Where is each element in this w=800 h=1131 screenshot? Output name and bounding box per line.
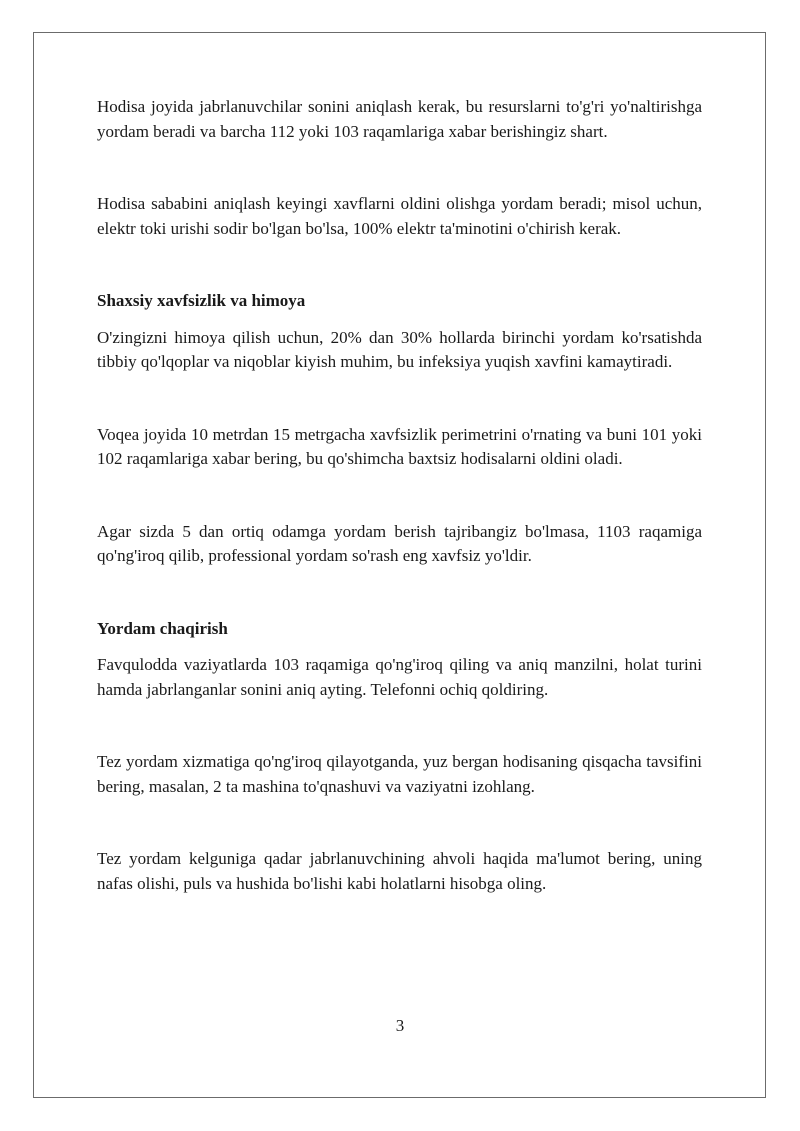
- section-heading: Shaxsiy xavfsizlik va himoya: [97, 291, 306, 310]
- paragraph: Voqea joyida 10 metrdan 15 metrgacha xavfsizlik perimetrini o'rnating va buni 101 yoki 102 raqamlariga xabar bering, bu qo'shimcha baxtsiz hodisalarni oldini oladi.: [97, 424, 702, 468]
- section-heading: Yordam chaqirish: [97, 618, 228, 638]
- page-number: 3: [395, 1016, 405, 1035]
- paragraph: Hodisa joyida jabrlanuvchilar sonini aniqlash kerak, bu resurslarni to'g'ri yo'naltirishga yordam beradi va barcha 112 yoki 103 raqamlariga xabar berishingiz shart.: [97, 97, 702, 141]
- paragraph: Agar sizda 5 dan ortiq odamga yordam berish tajribangiz bo'lmasa, 1103 raqamiga qo'ng'iroq qilib, professional yordam so'rash eng xavfsiz yo'ldir.: [97, 521, 702, 565]
- paragraph: Tez yordam xizmatiga qo'ng'iroq qilayotganda, yuz bergan hodisaning qisqacha tavsifini bering, masalan, 2 ta mashina to'qnashuvi va vaziyatni izohlang.: [97, 752, 702, 796]
- paragraph: O'zingizni himoya qilish uchun, 20% dan 30% hollarda birinchi yordam ko'rsatishda tibbiy qo'lqoplar va niqoblar kiyish muhim, bu infeksiya yuqish xavfini kamaytiradi.: [97, 327, 702, 371]
- paragraph: Tez yordam kelguniga qadar jabrlanuvchining ahvoli haqida ma'lumot bering, uning nafas olishi, puls va hushida bo'lishi kabi holatlarni hisobga oling.: [97, 849, 702, 893]
- paragraph: Hodisa sababini aniqlash keyingi xavflarni oldini olishga yordam beradi; misol uchun, elektr toki urishi sodir bo'lgan bo'lsa, 100% elektr ta'minotini o'chirish kerak.: [97, 194, 702, 238]
- document-body: [97, 95, 702, 896]
- paragraph: Favqulodda vaziyatlarda 103 raqamiga qo'ng'iroq qiling va aniq manzilni, holat turini hamda jabrlanganlar sonini aniq ayting. Telefonni ochiq qoldiring.: [97, 655, 702, 699]
